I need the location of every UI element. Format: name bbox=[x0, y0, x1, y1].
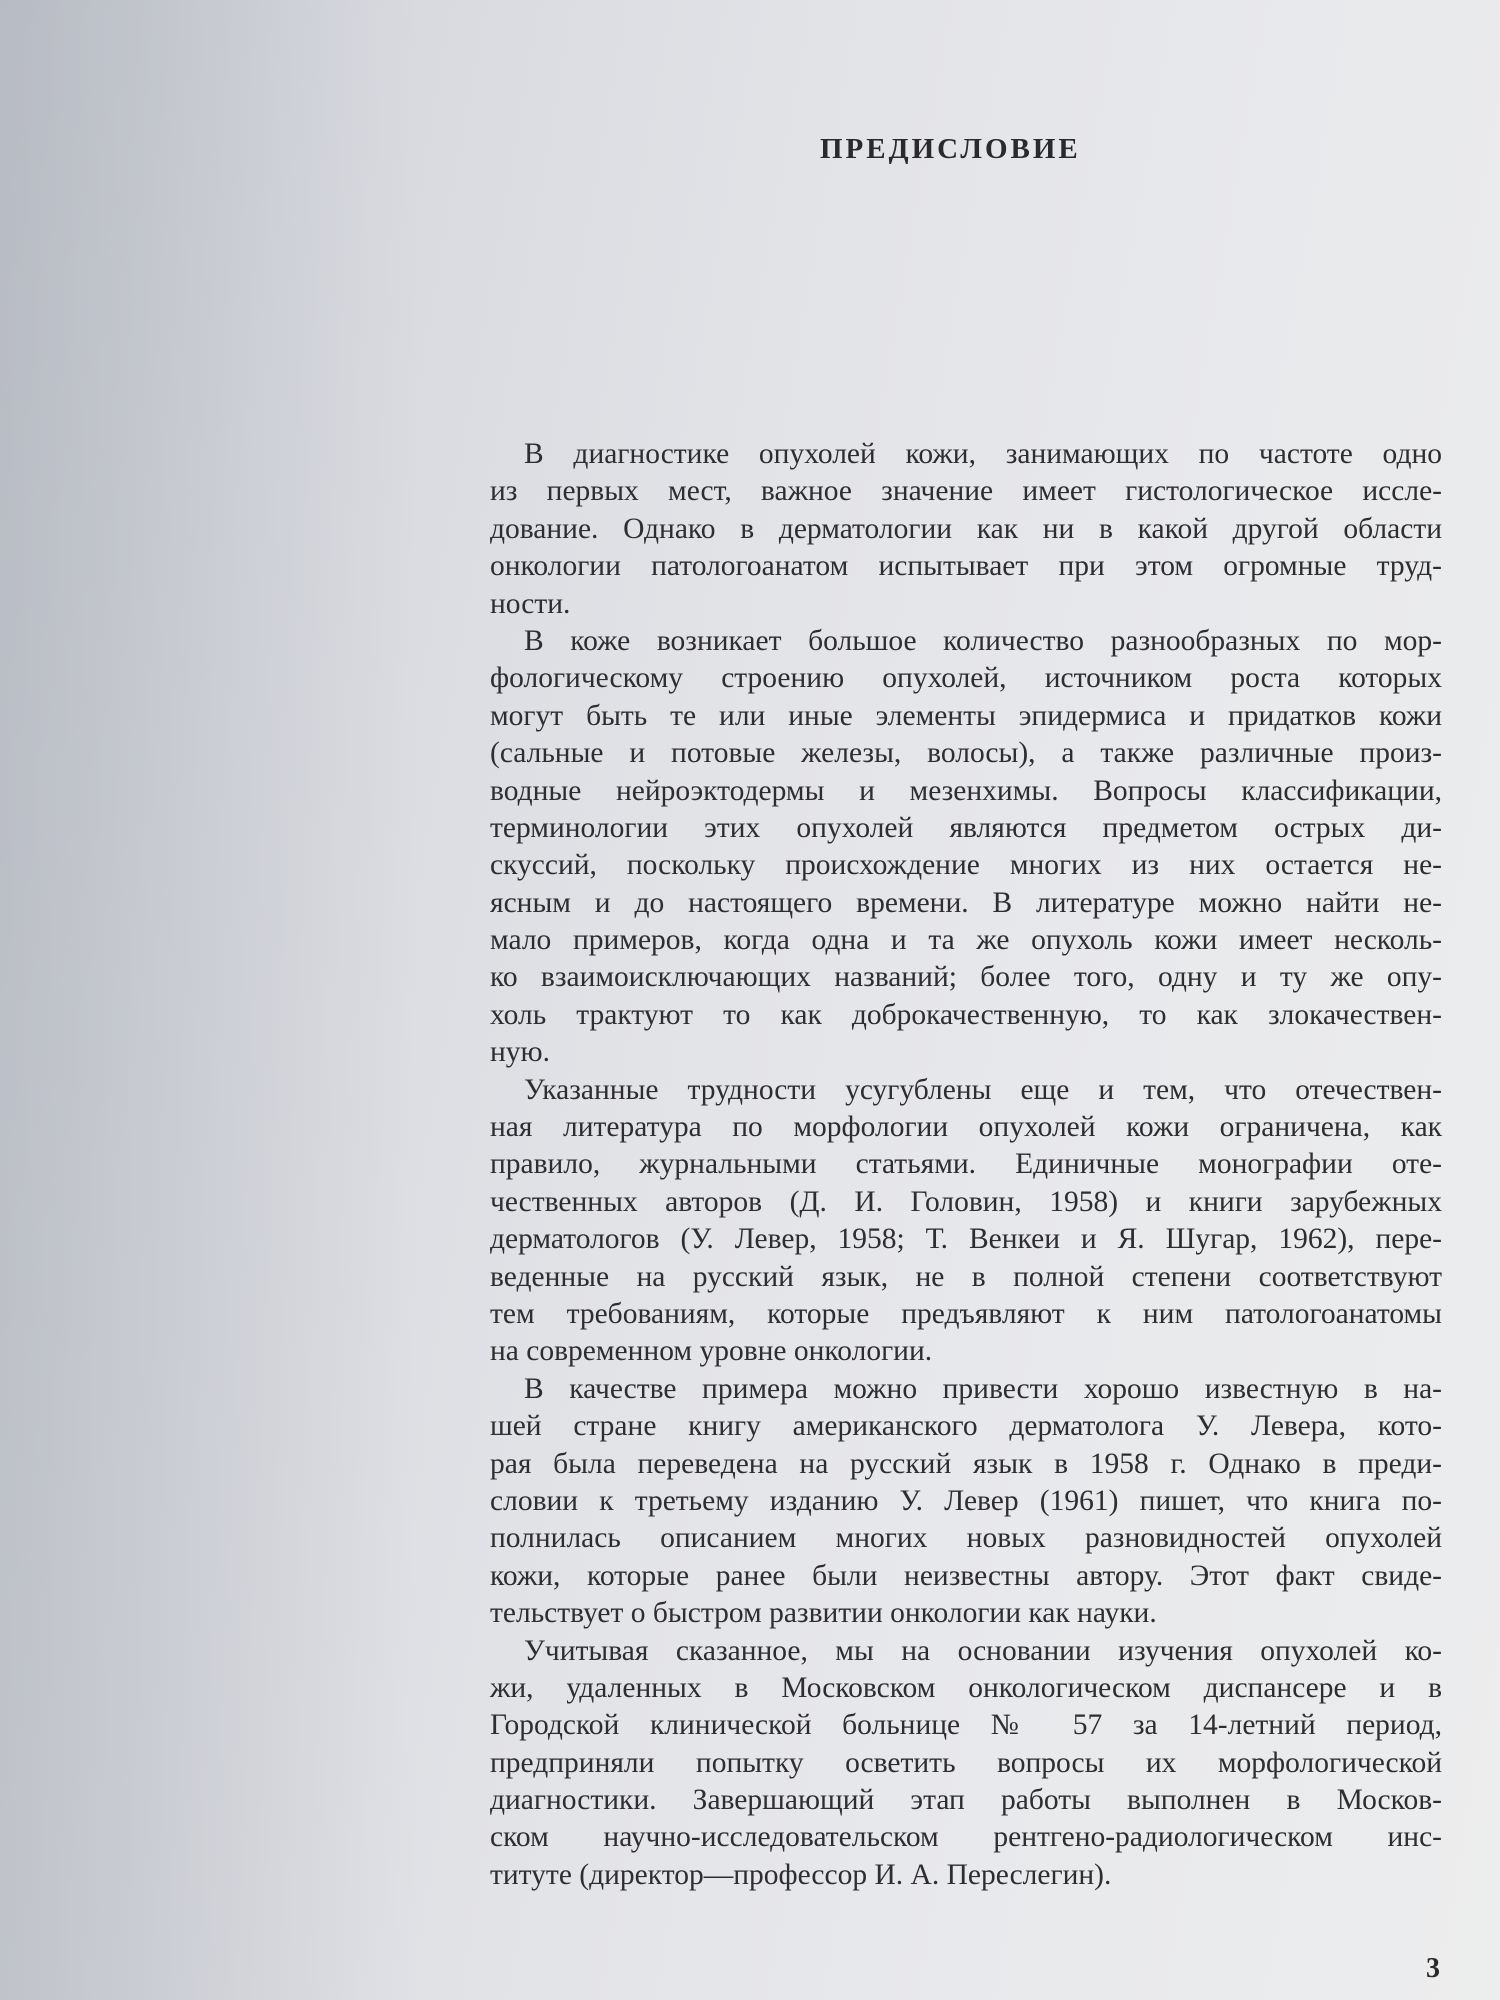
text-line: могут быть те или иные элементы эпидермиса и придатков кожи bbox=[490, 699, 1442, 732]
page-heading: ПРЕДИСЛОВИЕ bbox=[820, 133, 1081, 165]
text-line: из первых мест, важное значение имеет гистологическое иссле- bbox=[490, 475, 1442, 508]
text-line: предприняли попытку осветить вопросы их морфологической bbox=[490, 1746, 1442, 1779]
text-line: чественных авторов (Д. И. Головин, 1958) и книги зарубежных bbox=[490, 1185, 1442, 1218]
paragraph-1 bbox=[490, 436, 1442, 623]
text-line: дерматологов (У. Левер, 1958; Т. Венкеи и Я. Шугар, 1962), пере- bbox=[490, 1223, 1442, 1256]
text-line: В коже возникает большое количество разнообразных по мор- bbox=[524, 624, 1442, 657]
text-line: Учитывая сказанное, мы на основании изучения опухолей ко- bbox=[524, 1634, 1442, 1667]
text-line: ясным и до настоящего времени. В литературе можно найти не- bbox=[490, 886, 1442, 919]
page-shadow bbox=[0, 0, 420, 2000]
text-line: диагностики. Завершающий этап работы выполнен в Москов- bbox=[490, 1784, 1442, 1817]
text-line: онкологии патологоанатом испытывает при этом огромные труд- bbox=[490, 550, 1442, 583]
text-line: кожи, которые ранее были неизвестны автору. Этот факт свиде- bbox=[490, 1559, 1442, 1592]
text-line: ко взаимоисключающих названий; более того, одну и ту же опу- bbox=[490, 961, 1442, 994]
text-line: холь трактуют то как доброкачественную, то как злокачествен- bbox=[490, 998, 1442, 1031]
text-line: веденные на русский язык, не в полной степени соответствуют bbox=[490, 1260, 1442, 1293]
page-number: 3 bbox=[1426, 1953, 1440, 1984]
text-line: ная литература по морфологии опухолей кожи ограничена, как bbox=[490, 1111, 1442, 1144]
paragraph-4 bbox=[490, 1371, 1442, 1633]
text-line: В качестве примера можно привести хорошо известную в на- bbox=[524, 1372, 1442, 1405]
text-line: ском научно-исследовательском рентгено-радиологическом инс- bbox=[490, 1821, 1442, 1854]
text-line: фологическому строению опухолей, источником роста которых bbox=[490, 662, 1442, 695]
text-line: шей стране книгу американского дерматолога У. Левера, кото- bbox=[490, 1410, 1442, 1443]
text-line: Указанные трудности усугублены еще и тем, что отечествен- bbox=[524, 1073, 1442, 1106]
text-line: скуссий, поскольку происхождение многих из них остается не- bbox=[490, 849, 1442, 882]
paragraph-2 bbox=[490, 623, 1442, 1072]
text-line: полнилась описанием многих новых разновидностей опухолей bbox=[490, 1522, 1442, 1555]
paragraph-5 bbox=[490, 1633, 1442, 1895]
text-line: жи, удаленных в Московском онкологическом диспансере и в bbox=[490, 1671, 1442, 1704]
body-text bbox=[490, 436, 1442, 1894]
text-line: дование. Однако в дерматологии как ни в какой другой области bbox=[490, 512, 1442, 545]
text-line: терминологии этих опухолей являются предметом острых ди- bbox=[490, 811, 1442, 844]
text-line: ную. bbox=[490, 1036, 550, 1069]
text-line: правило, журнальными статьями. Единичные монографии оте- bbox=[490, 1148, 1442, 1181]
text-line: тем требованиям, которые предъявляют к ним патологоанатомы bbox=[490, 1297, 1442, 1330]
text-line: В диагностике опухолей кожи, занимающих по частоте одно bbox=[524, 438, 1442, 470]
text-line: (сальные и потовые железы, волосы), а также различные произ- bbox=[490, 737, 1442, 770]
text-line: тельствует о быстром развитии онкологии как науки. bbox=[490, 1597, 1157, 1630]
text-line: словии к третьему изданию У. Левер (1961) пишет, что книга по- bbox=[490, 1484, 1442, 1517]
text-line: на современном уровне онкологии. bbox=[490, 1335, 933, 1368]
text-line: титуте (директор—профессор И. А. Переслегин). bbox=[490, 1858, 1112, 1891]
text-line: рая была переведена на русский язык в 1958 г. Однако в преди- bbox=[490, 1447, 1442, 1480]
text-line: мало примеров, когда одна и та же опухоль кожи имеет несколь- bbox=[490, 924, 1442, 957]
text-line: Городской клинической больнице № 57 за 14-летний период, bbox=[490, 1709, 1442, 1742]
paragraph-3 bbox=[490, 1072, 1442, 1371]
text-line: водные нейроэктодермы и мезенхимы. Вопросы классификации, bbox=[490, 774, 1442, 807]
text-line: ности. bbox=[490, 587, 571, 620]
